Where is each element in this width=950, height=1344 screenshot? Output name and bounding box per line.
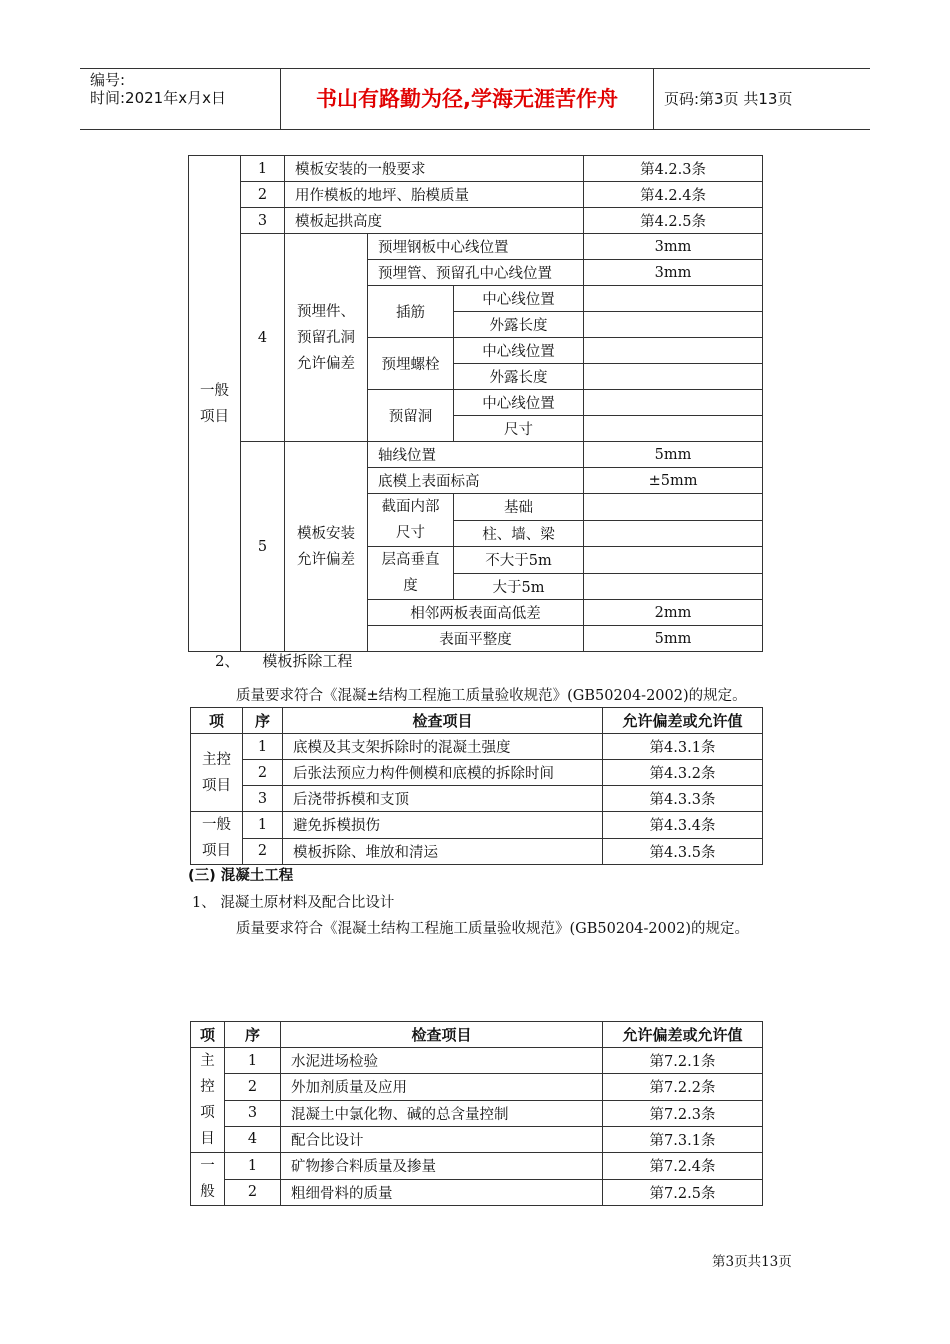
header-no: 序 [225, 1022, 281, 1048]
allowed-value: 第4.3.4条 [603, 812, 763, 839]
sub-item: 大于5m [454, 573, 584, 600]
row-no: 4 [225, 1126, 281, 1152]
check-item: 外加剂质量及应用 [281, 1074, 603, 1100]
row-no: 1 [225, 1048, 281, 1074]
row-no: 4 [241, 234, 285, 442]
check-item: 底模上表面标高 [368, 468, 584, 494]
row-no: 3 [241, 208, 285, 234]
allowed-value [584, 416, 763, 442]
check-item: 模板拆除、堆放和清运 [283, 838, 603, 865]
allowed-value [584, 364, 763, 390]
sub-group-name: 截面内部尺寸 [368, 494, 454, 547]
allowed-value: 第4.3.2条 [603, 760, 763, 786]
allowed-value [584, 286, 763, 312]
section-2-heading [215, 650, 352, 671]
section-3-heading: (三) 混凝土工程 [188, 868, 294, 884]
check-item: 预埋钢板中心线位置 [368, 234, 584, 260]
header-category: 项 [191, 1022, 225, 1048]
check-item: 水泥进场检验 [281, 1048, 603, 1074]
header-page-label: 页码:第3页 共13页 [664, 90, 793, 108]
check-item: 配合比设计 [281, 1126, 603, 1152]
sub-item: 中心线位置 [454, 338, 584, 364]
allowed-value: 第4.2.5条 [584, 208, 763, 234]
row-no: 2 [243, 760, 283, 786]
concrete-material-table [190, 1021, 763, 1206]
allowed-value [584, 573, 763, 600]
section-2-desc: 质量要求符合《混凝±结构工程施工质量验收规范》(GB50204-2002)的规定。 [236, 688, 747, 704]
header-motto: 书山有路勤为径,学海无涯苦作舟 [281, 69, 654, 129]
check-item: 底模及其支架拆除时的混凝土强度 [283, 734, 603, 760]
header-check-item: 检查项目 [281, 1022, 603, 1048]
row-no: 2 [225, 1179, 281, 1206]
allowed-value [584, 390, 763, 416]
check-item: 后张法预应力构件侧模和底模的拆除时间 [283, 760, 603, 786]
section-2-number: 2、 [215, 652, 240, 670]
allowed-value: 5mm [584, 442, 763, 468]
category-general: 一般项目 [189, 156, 241, 652]
sub-group-name: 预留洞 [368, 390, 454, 442]
sub-item: 外露长度 [454, 364, 584, 390]
check-item: 矿物掺合料质量及掺量 [281, 1153, 603, 1180]
allowed-value: 第7.3.1条 [603, 1126, 763, 1152]
row-no: 2 [243, 838, 283, 865]
sub-item: 尺寸 [454, 416, 584, 442]
sub-item: 基础 [454, 494, 584, 521]
section-2-title: 模板拆除工程 [262, 652, 353, 670]
sub-item: 中心线位置 [454, 390, 584, 416]
check-item: 表面平整度 [368, 626, 584, 652]
row-no: 3 [225, 1100, 281, 1126]
row-no: 5 [241, 442, 285, 652]
row-no: 1 [243, 734, 283, 760]
sub-item: 中心线位置 [454, 286, 584, 312]
header-category: 项 [191, 708, 243, 734]
sub-group-name: 预埋螺栓 [368, 338, 454, 390]
category-main: 主控项目 [191, 734, 243, 812]
sub-item: 不大于5m [454, 547, 584, 574]
date-label: 时间:2021年x月x日 [90, 89, 226, 107]
check-item: 避免拆模损伤 [283, 812, 603, 839]
allowed-value: 第7.2.3条 [603, 1100, 763, 1126]
header-allowed-value: 允许偏差或允许值 [603, 708, 763, 734]
allowed-value: 第7.2.5条 [603, 1179, 763, 1206]
allowed-value: 第4.3.5条 [603, 838, 763, 865]
allowed-value: 第7.2.1条 [603, 1048, 763, 1074]
allowed-value: 第4.3.1条 [603, 734, 763, 760]
row-no: 3 [243, 786, 283, 812]
check-item: 粗细骨料的质量 [281, 1179, 603, 1206]
row-no: 2 [225, 1074, 281, 1100]
allowed-value: 第7.2.4条 [603, 1153, 763, 1180]
sub-group-name: 插筋 [368, 286, 454, 338]
allowed-value: 3mm [584, 260, 763, 286]
row-no: 1 [241, 156, 285, 182]
allowed-value: 第4.2.4条 [584, 182, 763, 208]
category-general: 一般项目 [191, 812, 243, 865]
sub-group-name: 层高垂直度 [368, 547, 454, 600]
group-name: 预埋件、预留孔洞允许偏差 [285, 234, 368, 442]
row-no: 1 [225, 1153, 281, 1180]
check-item: 预埋管、预留孔中心线位置 [368, 260, 584, 286]
check-item: 混凝土中氯化物、碱的总含量控制 [281, 1100, 603, 1126]
allowed-value: 3mm [584, 234, 763, 260]
allowed-value: 第7.2.2条 [603, 1074, 763, 1100]
allowed-value [584, 338, 763, 364]
allowed-value: 5mm [584, 626, 763, 652]
allowed-value: 第4.2.3条 [584, 156, 763, 182]
allowed-value [584, 312, 763, 338]
check-item: 模板起拱高度 [285, 208, 584, 234]
category-main: 主控项目 [191, 1048, 225, 1153]
serial-label: 编号: [90, 71, 126, 89]
check-item: 轴线位置 [368, 442, 584, 468]
header-allowed-value: 允许偏差或允许值 [603, 1022, 763, 1048]
page-header [80, 68, 870, 130]
formwork-install-table [188, 155, 763, 652]
section-3-desc: 质量要求符合《混凝土结构工程施工质量验收规范》(GB50204-2002)的规定。 [236, 921, 749, 937]
allowed-value: 第4.3.3条 [603, 786, 763, 812]
check-item: 相邻两板表面高低差 [368, 600, 584, 626]
category-general: 一般 [191, 1153, 225, 1206]
row-no: 1 [243, 812, 283, 839]
check-item: 模板安装的一般要求 [285, 156, 584, 182]
page-footer: 第3页共13页 [712, 1254, 792, 1270]
check-item: 后浇带拆模和支顶 [283, 786, 603, 812]
sub-item: 柱、墙、梁 [454, 520, 584, 547]
header-no: 序 [243, 708, 283, 734]
row-no: 2 [241, 182, 285, 208]
sub-item: 外露长度 [454, 312, 584, 338]
header-check-item: 检查项目 [283, 708, 603, 734]
formwork-removal-table [190, 707, 763, 865]
allowed-value: 2mm [584, 600, 763, 626]
allowed-value [584, 547, 763, 574]
allowed-value: ±5mm [584, 468, 763, 494]
group-name: 模板安装允许偏差 [285, 442, 368, 652]
section-3-subheading: 1、 混凝土原材料及配合比设计 [192, 895, 395, 911]
allowed-value [584, 520, 763, 547]
header-meta [80, 69, 281, 129]
check-item: 用作模板的地坪、胎模质量 [285, 182, 584, 208]
allowed-value [584, 494, 763, 521]
